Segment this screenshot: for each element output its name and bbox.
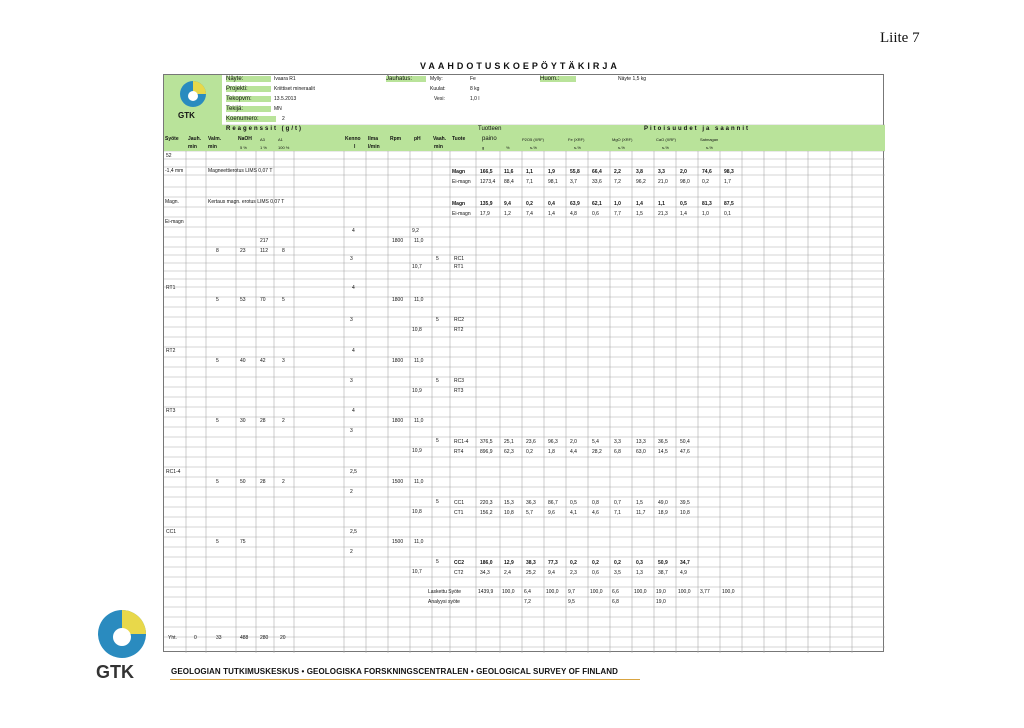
unit-s3: s-%	[618, 145, 625, 150]
ph-110-a: 11,0	[414, 238, 424, 244]
ph-107b: 10,7	[412, 569, 422, 575]
ph-110-d: 11,0	[414, 418, 424, 424]
label-tekija: Tekijä:	[226, 106, 271, 112]
result-cell: 15,3	[504, 500, 514, 506]
vaah-5d: 5	[436, 438, 439, 444]
value-huom: Näyte 1,5 kg	[618, 76, 647, 82]
magn-cell: 0,4	[548, 201, 555, 207]
magn-cell: 135,9	[480, 201, 493, 207]
magn-cell: 7,4	[526, 211, 533, 217]
a3-42: 42	[260, 358, 266, 364]
result-cell: 0,2	[614, 560, 621, 566]
result-cell: 220,3	[480, 500, 493, 506]
ph-109b: 10,9	[412, 448, 422, 454]
result-cell: 77,3	[548, 560, 558, 566]
magn-cell: Magn	[452, 201, 466, 207]
calc-label: Laskettu Syöte	[428, 589, 462, 595]
result-cell: 2,3	[570, 570, 577, 576]
result-cell: 4,9	[680, 570, 687, 576]
result-cell: 896,9	[480, 449, 493, 455]
header-syote: Syöte	[165, 136, 179, 142]
naoh-53: 53	[240, 297, 246, 303]
magn-cell: 81,3	[702, 201, 712, 207]
kenno-25b: 2,5	[350, 529, 357, 535]
magn-cell: 3,7	[570, 179, 577, 185]
rpm-1800-b: 1800	[392, 297, 404, 303]
valm-5c: 5	[216, 418, 219, 424]
result-cell: CC2	[454, 560, 465, 566]
value-vesi: 1,0 l	[470, 96, 480, 102]
result-cell: 3,5	[614, 570, 621, 576]
value-koenumero: 2	[282, 116, 285, 122]
unit-ilma: l/min	[368, 144, 380, 150]
magn-cell: 0,2	[702, 179, 709, 185]
magn-cell: 4,8	[570, 211, 577, 217]
value-kuulat: 8 kg	[470, 86, 480, 92]
yht-1: 0	[194, 635, 197, 641]
header-tuote: Tuote	[452, 136, 466, 142]
header-tuotteen: Tuotteen	[478, 126, 502, 132]
ph-108: 10,8	[412, 327, 422, 333]
a3-217: 217	[260, 238, 269, 244]
result-cell: 50,9	[658, 560, 668, 566]
result-cell: 86,7	[548, 500, 558, 506]
flotation-record-sheet	[163, 74, 884, 652]
magn-cell: 17,9	[480, 211, 490, 217]
magn-cell: 1,9	[548, 169, 555, 175]
result-cell: 62,3	[504, 449, 514, 455]
result-cell: 0,2	[570, 560, 577, 566]
unit-min-valm: min	[208, 144, 217, 150]
analysis-3: 6,8	[612, 599, 619, 605]
row-rt2: RT2	[166, 348, 176, 354]
result-cell: 10,8	[680, 510, 690, 516]
magn-cell: 55,8	[570, 169, 580, 175]
product-rc3: RC3	[454, 378, 465, 384]
result-cell: 10,8	[504, 510, 514, 516]
magn-cell: 3,3	[658, 169, 665, 175]
sheet-title: VAAHDOTUSKOEPÖYTÄKIRJA	[420, 61, 620, 71]
result-cell: 23,6	[526, 439, 536, 445]
result-cell: 4,1	[570, 510, 577, 516]
result-cell: CC1	[454, 500, 465, 506]
label-nayte: Näyte:	[226, 76, 271, 82]
header-paino: paino	[482, 136, 497, 142]
magn-cell: 88,4	[504, 179, 514, 185]
gtk-logo-large-icon	[96, 608, 148, 660]
result-cell: 18,9	[658, 510, 668, 516]
row-rt1: RT1	[166, 285, 176, 291]
kenno-25a: 2,5	[350, 469, 357, 475]
magn-cell: 98,3	[724, 169, 734, 175]
magn-cell: 1,1	[526, 169, 533, 175]
calc-8: 100,0	[634, 589, 647, 595]
result-cell: 25,2	[526, 570, 536, 576]
row-magn: Magn.	[165, 199, 179, 205]
row-magnet-sep: Magneettierotus LIMS 0,07 T	[208, 168, 273, 174]
header-naoh: NaOH	[238, 136, 252, 142]
analysis-2: 9,5	[568, 599, 575, 605]
ph-110-e: 11,0	[414, 479, 424, 485]
value-tekopvm: 13.5.2013	[274, 96, 297, 102]
magn-cell: 166,5	[480, 169, 493, 175]
vaah-5b: 5	[436, 317, 439, 323]
valm-5e: 5	[216, 539, 219, 545]
result-cell: 47,6	[680, 449, 690, 455]
label-kuulat: Kuulat:	[430, 86, 446, 92]
product-rt3: RT3	[454, 388, 464, 394]
calc-10: 100,0	[678, 589, 691, 595]
result-cell: 63,0	[636, 449, 646, 455]
valm-5d: 5	[216, 479, 219, 485]
ph-110-b: 11,0	[414, 297, 424, 303]
header-fe: Fe (XRF)	[568, 137, 585, 142]
result-cell: 0,2	[526, 449, 533, 455]
footer-organization: GEOLOGIAN TUTKIMUSKESKUS • GEOLOGISKA FORSKNINGSCENTRALEN • GEOLOGICAL SURVEY OF FINLAND	[171, 667, 619, 676]
result-cell: 39,5	[680, 500, 690, 506]
a3-28b: 28	[260, 479, 266, 485]
header-reagenssit: Reagenssit (g/t)	[226, 126, 304, 132]
header-ph: pH	[414, 136, 421, 142]
a1-3: 3	[282, 358, 285, 364]
kenno-4c: 4	[352, 348, 355, 354]
yht-2: 33	[216, 635, 222, 641]
result-cell: 5,7	[526, 510, 533, 516]
result-cell: 2,0	[570, 439, 577, 445]
result-cell: 9,4	[548, 570, 555, 576]
rpm-1800-d: 1800	[392, 418, 404, 424]
unit-s1: s-%	[530, 145, 537, 150]
magn-cell: Ei-magn	[452, 211, 471, 217]
vaah-5c: 5	[436, 378, 439, 384]
header-p2o5: P2O5 (XRF)	[522, 137, 545, 142]
header-ilma: Ilma	[368, 136, 379, 142]
unit-g: g	[482, 145, 485, 150]
result-cell: 0,2	[592, 560, 599, 566]
result-cell: 49,0	[658, 500, 668, 506]
unit-a1: 100 %	[278, 145, 290, 150]
result-cell: 34,3	[480, 570, 490, 576]
magn-cell: 87,5	[724, 201, 734, 207]
kenno-3a: 3	[350, 256, 353, 262]
label-projekti: Projekti:	[226, 86, 271, 92]
kenno-3b: 3	[350, 317, 353, 323]
value-projekti: Kriittiset mineraalit	[274, 86, 315, 92]
kenno-4d: 4	[352, 408, 355, 414]
magn-cell: 0,1	[724, 211, 731, 217]
kenno-3c: 3	[350, 378, 353, 384]
magn-cell: 33,6	[592, 179, 602, 185]
result-cell: 7,1	[614, 510, 621, 516]
magn-cell: 1273,4	[480, 179, 496, 185]
calc-2: 100,0	[502, 589, 515, 595]
result-cell: 0,5	[570, 500, 577, 506]
naoh-75: 75	[240, 539, 246, 545]
unit-s2: s-%	[574, 145, 581, 150]
result-cell: RT4	[454, 449, 464, 455]
magn-cell: 1,4	[680, 211, 687, 217]
result-cell: 11,7	[636, 510, 646, 516]
a1-2b: 2	[282, 479, 285, 485]
unit-naoh: 5 %	[240, 145, 247, 150]
magn-cell: 0,5	[680, 201, 687, 207]
header-kenno: Kenno	[345, 136, 361, 142]
magn-cell: 21,3	[658, 211, 668, 217]
magn-cell: 1,0	[702, 211, 709, 217]
magn-cell: 2,2	[614, 169, 621, 175]
row-rt3: RT3	[166, 408, 176, 414]
row-cc1: CC1	[166, 529, 177, 535]
a1-8: 8	[282, 248, 285, 254]
header-valm: Valm.	[208, 136, 222, 142]
valm-5b: 5	[216, 358, 219, 364]
footer-line	[170, 679, 640, 680]
magn-cell: 1,4	[636, 201, 643, 207]
magn-cell: 74,6	[702, 169, 712, 175]
rpm-1800-c: 1800	[392, 358, 404, 364]
ph-107: 10,7	[412, 264, 422, 270]
magn-cell: 66,4	[592, 169, 602, 175]
value-tekija: MN	[274, 106, 282, 112]
row-rc14: RC1-4	[166, 469, 181, 475]
calc-6: 100,0	[590, 589, 603, 595]
row-52: 52	[166, 153, 172, 159]
logo-text: GTK	[178, 111, 195, 120]
naoh-50: 50	[240, 479, 246, 485]
label-vesi: Vesi:	[434, 96, 445, 102]
gtk-logo-icon	[178, 79, 208, 109]
vaah-5f: 5	[436, 559, 439, 565]
yht-3: 488	[240, 635, 249, 641]
row-repeat-sep: Kertaus magn. erotus LIMS 0,07 T	[208, 199, 285, 205]
magn-cell: 62,1	[592, 201, 602, 207]
a1-5: 5	[282, 297, 285, 303]
calc-4: 100,0	[546, 589, 559, 595]
header-rpm: Rpm	[390, 136, 402, 142]
calc-7: 6,6	[612, 589, 619, 595]
ph-110-c: 11,0	[414, 358, 424, 364]
naoh-40: 40	[240, 358, 246, 364]
magn-cell: 96,2	[636, 179, 646, 185]
unit-pct: %	[506, 145, 510, 150]
magn-cell: 0,2	[526, 201, 533, 207]
valm-8: 8	[216, 248, 219, 254]
unit-kenno: l	[354, 144, 356, 150]
product-rt1: RT1	[454, 264, 464, 270]
calc-11: 3,77	[700, 589, 710, 595]
magn-cell: 2,0	[680, 169, 687, 175]
vaah-5a: 5	[436, 256, 439, 262]
naoh-23: 23	[240, 248, 246, 254]
result-cell: 38,3	[526, 560, 536, 566]
magn-cell: 1,2	[504, 211, 511, 217]
analysis-4: 19,0	[656, 599, 666, 605]
header-satmagan: Satmagan	[700, 137, 719, 142]
value-nayte: Ivaara R1	[274, 76, 296, 82]
magn-cell: 7,2	[614, 179, 621, 185]
result-cell: 50,4	[680, 439, 690, 445]
magn-cell: 7,1	[526, 179, 533, 185]
result-cell: 2,4	[504, 570, 511, 576]
result-cell: 0,7	[614, 500, 621, 506]
result-cell: 9,6	[548, 510, 555, 516]
calc-5: 9,7	[568, 589, 575, 595]
unit-min-jauh: min	[188, 144, 197, 150]
result-cell: CT2	[454, 570, 464, 576]
grid-lines	[164, 75, 885, 653]
result-cell: 25,1	[504, 439, 514, 445]
ph-108b: 10,8	[412, 509, 422, 515]
magn-cell: 3,8	[636, 169, 643, 175]
calc-1: 1439,9	[478, 589, 494, 595]
result-cell: 1,8	[548, 449, 555, 455]
label-tekopvm: Tekopvm:	[226, 96, 271, 102]
magn-cell: 1,7	[724, 179, 731, 185]
ph-109: 10,9	[412, 388, 422, 394]
a3-70: 70	[260, 297, 266, 303]
result-cell: RC1-4	[454, 439, 469, 445]
header-vaah: Vaah.	[433, 136, 447, 142]
rpm-1500-b: 1500	[392, 539, 404, 545]
magn-cell: 98,0	[680, 179, 690, 185]
product-rc2: RC2	[454, 317, 465, 323]
page-label: Liite 7	[880, 30, 920, 46]
result-cell: CT1	[454, 510, 464, 516]
unit-s5: s-%	[706, 145, 713, 150]
label-huom: Huom.:	[540, 76, 576, 82]
calc-9: 19,0	[656, 589, 666, 595]
row-eimagn: Ei-magn	[165, 219, 184, 225]
result-cell: 376,5	[480, 439, 493, 445]
result-cell: 96,3	[548, 439, 558, 445]
result-cell: 36,3	[526, 500, 536, 506]
result-cell: 34,7	[680, 560, 690, 566]
result-cell: 3,3	[614, 439, 621, 445]
magn-cell: 21,0	[658, 179, 668, 185]
magn-cell: Ei-magn	[452, 179, 471, 185]
result-cell: 4,6	[592, 510, 599, 516]
ph-92: 9,2	[412, 228, 419, 234]
result-cell: 1,3	[636, 570, 643, 576]
result-cell: 13,3	[636, 439, 646, 445]
header-jauh: Jauh.	[188, 136, 202, 142]
result-cell: 6,8	[614, 449, 621, 455]
vaah-5e: 5	[436, 499, 439, 505]
result-cell: 28,2	[592, 449, 602, 455]
product-rc1: RC1	[454, 256, 465, 262]
unit-s4: s-%	[662, 145, 669, 150]
header-a1: A1	[278, 137, 283, 142]
result-cell: 186,0	[480, 560, 493, 566]
kenno-3d: 3	[350, 428, 353, 434]
a3-112: 112	[260, 248, 268, 254]
magn-cell: 9,4	[504, 201, 511, 207]
magn-cell: 63,9	[570, 201, 580, 207]
gtk-logo-text: GTK	[96, 662, 134, 682]
calc-3: 6,4	[524, 589, 531, 595]
row-feed-size: -1,4 mm	[165, 168, 184, 174]
kenno-4a: 4	[352, 228, 355, 234]
header-a3: A3	[260, 137, 265, 142]
label-mylly: Mylly:	[430, 76, 443, 82]
result-cell: 156,2	[480, 510, 493, 516]
naoh-30: 30	[240, 418, 246, 424]
calc-12: 100,0	[722, 589, 735, 595]
result-cell: 38,7	[658, 570, 668, 576]
result-cell: 0,8	[592, 500, 599, 506]
unit-vaah: min	[434, 144, 443, 150]
result-cell: 0,3	[636, 560, 643, 566]
yht-4: 280	[260, 635, 269, 641]
a3-28a: 28	[260, 418, 266, 424]
result-cell: 4,4	[570, 449, 577, 455]
analysis-1: 7,2	[524, 599, 531, 605]
magn-cell: 1,1	[658, 201, 665, 207]
result-cell: 14,5	[658, 449, 668, 455]
result-cell: 5,4	[592, 439, 599, 445]
magn-cell: 98,1	[548, 179, 558, 185]
label-koenumero: Koenumero:	[226, 116, 276, 122]
magn-cell: 11,6	[504, 169, 514, 175]
yht-5: 20	[280, 635, 286, 641]
value-mylly: Fe	[470, 76, 476, 82]
kenno-2a: 2	[350, 489, 353, 495]
unit-a3: 1 %	[260, 145, 267, 150]
analysis-label: Analyysi syöte	[428, 599, 460, 605]
row-yht: Yht.	[168, 635, 177, 641]
product-rt2: RT2	[454, 327, 464, 333]
result-cell: 36,5	[658, 439, 668, 445]
rpm-1500-a: 1500	[392, 479, 404, 485]
magn-cell: Magn	[452, 169, 466, 175]
magn-cell: 7,7	[614, 211, 621, 217]
result-cell: 12,9	[504, 560, 514, 566]
magn-cell: 1,4	[548, 211, 555, 217]
kenno-4b: 4	[352, 285, 355, 291]
header-cao: CaO (XRF)	[656, 137, 676, 142]
ph-110-f: 11,0	[414, 539, 424, 545]
label-jauhatus: Jauhatus:	[386, 76, 426, 82]
rpm-1800-a: 1800	[392, 238, 404, 244]
magn-cell: 1,0	[614, 201, 621, 207]
result-cell: 0,6	[592, 570, 599, 576]
result-cell: 1,5	[636, 500, 643, 506]
a1-2a: 2	[282, 418, 285, 424]
magn-cell: 1,5	[636, 211, 643, 217]
valm-5a: 5	[216, 297, 219, 303]
header-pitoisuudet: Pitoisuudet ja saannit	[644, 126, 751, 132]
logo-cell	[164, 75, 222, 125]
kenno-2b: 2	[350, 549, 353, 555]
magn-cell: 0,6	[592, 211, 599, 217]
header-mgo: MgO (XRF)	[612, 137, 633, 142]
